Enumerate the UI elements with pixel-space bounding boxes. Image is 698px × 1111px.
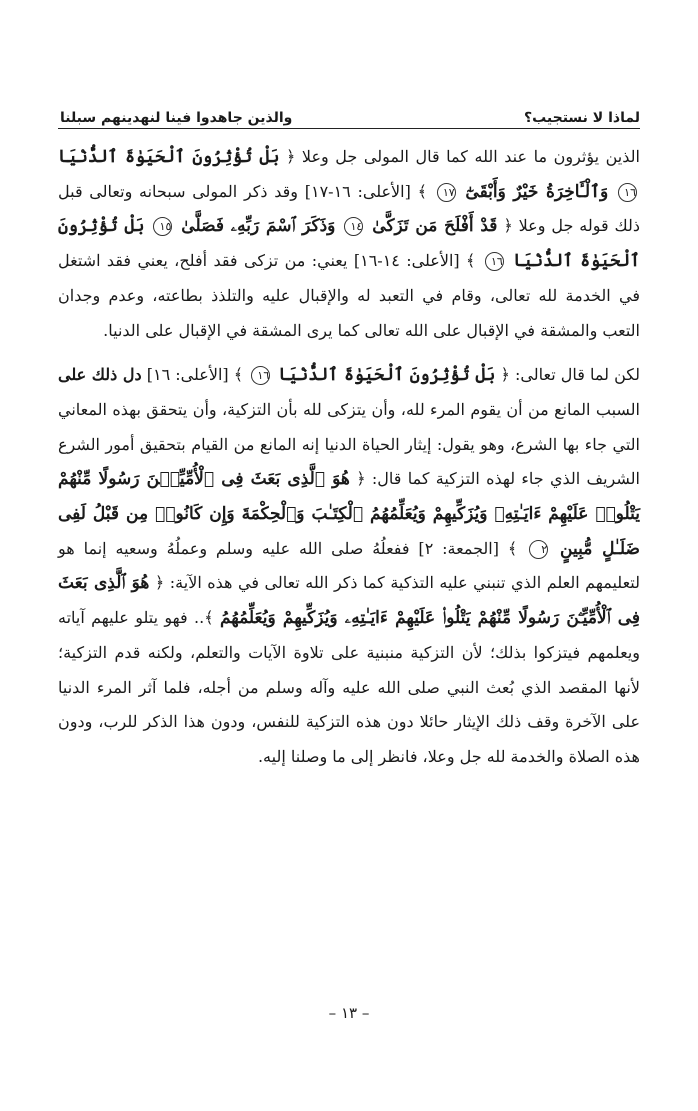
header-divider — [58, 128, 640, 129]
ayah-number-marker: ١٧ — [437, 183, 456, 202]
text-segment: ﴾ [الأعلى: ١٦] — [146, 365, 244, 385]
text-segment: الذين يؤثرون ما عند الله كما قال المولى جل وعلا ﴿ — [285, 147, 640, 166]
text-segment: لكن لما قال تعالى: ﴿ — [500, 365, 641, 385]
ayah-number-marker: ١٦ — [618, 183, 637, 202]
paragraph-2 — [58, 358, 640, 774]
page-number: – ١٣ – — [328, 1004, 370, 1022]
quran-verse: قَدْ أَفْلَحَ مَن تَزَكَّىٰ — [372, 216, 498, 237]
ayah-number-marker: ١٥ — [153, 217, 172, 236]
text-segment: ﴾ [الأعلى: ١٦-١٧] وقد ذكر المولى سبحانه وتعالى قبل ذلك قوله جل وعلا ﴿ — [58, 181, 641, 236]
quran-verse: هُوَ ٱلَّذِى بَعَثَ فِى ٱلْأُمِّيِّـۧنَ رَسُولًا مِّنْهُمْ يَتْلُوا۟ عَلَيْهِمْ ءَايَـٰتِهِۦ وَيُزَكِّيهِمْ وَيُعَلِّمُهُمُ ٱلْكِتَـٰبَ وَٱلْحِكْمَةَ وَإِن كَانُوا۟ مِن قَبْلُ لَفِى ضَلَـٰلٍ مُّبِينٍ — [58, 469, 640, 559]
quran-verse: بَلْ تُؤْثِرُونَ ٱلْحَيَوٰةَ ٱلدُّنْيَا — [58, 216, 641, 272]
running-header — [60, 96, 640, 126]
ayah-number-marker: ١٦ — [251, 366, 270, 385]
quran-verse: بَلْ تُؤْثِرُونَ ٱلْحَيَوٰةَ ٱلدُّنْيَا — [58, 147, 280, 167]
paragraph-1 — [58, 140, 640, 348]
header-chapter-title: لماذا لا نستجيب؟ — [523, 110, 640, 126]
header-book-title: والذين جاهدوا فينا لنهدينهم سبلنا — [60, 110, 293, 126]
quran-verse: بَلْ تُؤْثِرُونَ ٱلْحَيَوٰةَ ٱلدُّنْيَا — [278, 365, 496, 386]
text-segment: ﴾ [الجمعة: ٢] ففعلُهُ صلى الله عليه وسلم وعملُهُ وسعيه إنما هو لتعليمهم العلم الذي تنبني عليه التذكية كما ذكر الله تعالى في هذه الآية: ﴿ — [58, 538, 641, 593]
text-segment: ﴾ [الأعلى: ١٤-١٦] يعني: من تزكى فقد أفلح، يعني فقد اشتغل في الخدمة لله تعالى، وقام في التعبد له والإقبال عليه والتلذذ بطاعته، وعدم وجدان التعب والمشقة في الإقبال على الله تعالى كما يرى المشقة في الإقبال على الدنيا. — [58, 251, 640, 340]
quran-verse: وَٱلْـَٔاخِرَةُ خَيْرٌ وَأَبْقَىٰٓ — [465, 181, 609, 202]
ayah-number-marker: ٢ — [529, 540, 548, 559]
text-segment: السبب المانع من أن يقوم المرء لله، وأن يتزكى لله بأن التزكية، وأن يتحقق بهذه المعاني التي جاء بها الشرع، وهو يقول: إيثار الحياة الدنيا إنه المانع من القيام بتحقيق أمور الشرع الشريف الذي جاء لهذه التزكية كما قال: ﴿ — [58, 399, 640, 489]
text-segment: ﴾.. فهو يتلو عليهم آياته ويعلمهم فيتزكوا بذلك؛ لأن التزكية منبنية على تلاوة الآيات والتعلم، ولكنه قدم التزكية؛ لأنها المقصد الذي بُعث النبي صلى الله عليه وآله وسلم من أجله، فلما آثر المرء الدنيا على الآخرة وقف ذلك الإيثار حائلا دون هذه التزكية للنفس، ودون هذا الذكر للرب، ودون هذه الصلاة والخدمة لله جل وعلا، فانظر إلى ما وصلنا إليه. — [58, 608, 640, 766]
bold-text-segment: دل ذلك على — [58, 365, 142, 385]
quran-verse: وَذَكَرَ ٱسْمَ رَبِّهِۦ فَصَلَّىٰ — [181, 216, 336, 237]
quran-verse: هُوَ ٱلَّذِى بَعَثَ فِى ٱلْأُمِّيِّـۧنَ رَسُولًا مِّنْهُمْ يَتْلُوا۟ عَلَيْهِمْ ءَايَـٰتِهِۦ وَيُزَكِّيهِمْ وَيُعَلِّمُهُمُ — [58, 573, 640, 629]
page-body — [58, 140, 640, 775]
ayah-number-marker: ١٦ — [485, 252, 504, 271]
ayah-number-marker: ١٤ — [344, 217, 363, 236]
